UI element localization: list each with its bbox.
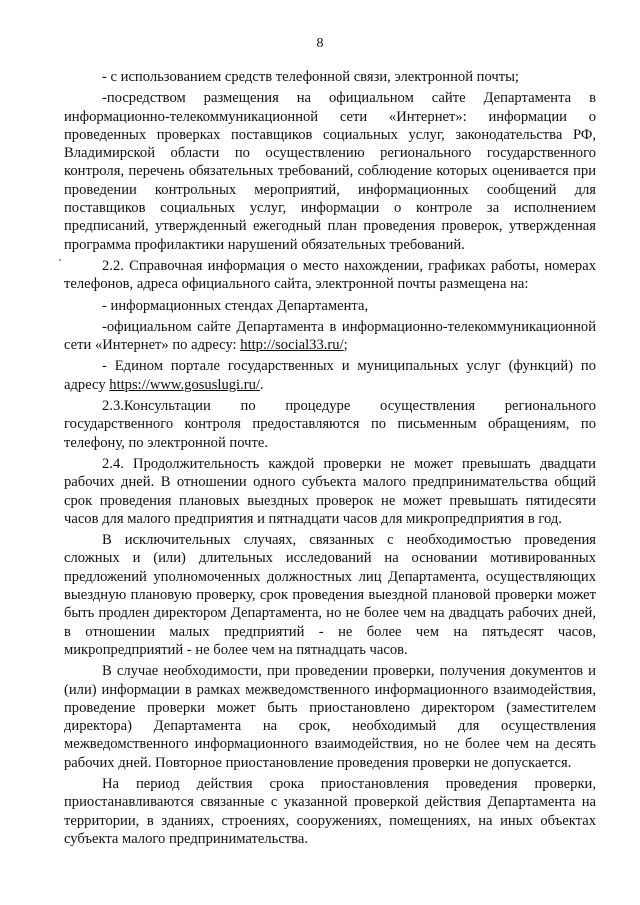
- scan-artifact: [59, 259, 61, 261]
- paragraph-website-publication: -посредством размещения на официальном сайте Департамента в информационно-телекоммуникационной сети «Интернет»: информации о проведенных проверках поставщиков социальных услуг, законодательства РФ, Владимирской области по осуществлению регионального государственного контроля, перечень обязательных требований, соблюдение которых оценивается при проведении контрольных мероприятий, информационных сообщений для поставщиков социальных услуг, информации о контроле за исполнением предписаний, утвержденный ежегодный план проведения проверок, утвержденная программа профилактики нарушений обязательных требований.: [64, 90, 596, 253]
- paragraph-official-site: [64, 318, 596, 355]
- paragraph-2-4: 2.4. Продолжительность каждой проверки не может превышать двадцати рабочих дней. В отношении одного субъекта малого предпринимательства общий срок проведения плановых выездных проверок не может превышать пятидесяти часов для малого предприятия и пятнадцати часов для микропредприятия в год.: [64, 455, 596, 527]
- paragraph-2-3: 2.3.Консультации по процедуре осуществления регионального государственного контроля предоставляются по письменным обращениям, по телефону, по электронной почте.: [64, 398, 596, 451]
- paragraph-phone-email: - с использованием средств телефонной связи, электронной почты;: [102, 69, 519, 85]
- paragraph-suspension-period: На период действия срока приостановления проведения проверки, приостанавливаются связанные с указанной проверкой действия Департамента на территории, в зданиях, строениях, сооружениях, помещениях, на иных объектах субъекта малого предпринимательства.: [64, 775, 596, 847]
- paragraph-2-2: 2.2. Справочная информация о место нахождении, графиках работы, номерах телефонов, адреса официального сайта, электронной почты размещена на:: [64, 257, 596, 293]
- paragraph-gosuslugi: [64, 357, 596, 394]
- social33-link[interactable]: http://social33.ru/: [240, 337, 344, 354]
- gosuslugi-link[interactable]: https://www.gosuslugi.ru/: [109, 376, 260, 393]
- document-body: [64, 68, 596, 851]
- official-site-text: -официальном сайте Департамента в информационно-телекоммуникационной сети «Интернет» по адресу:: [64, 318, 596, 354]
- page-number: 8: [316, 36, 324, 51]
- paragraph-info-stands: - информационных стендах Департамента,: [102, 297, 369, 314]
- gosuslugi-text: - Едином портале государственных и муниципальных услуг (функций) по адресу: [64, 358, 596, 393]
- official-site-tail: ;: [343, 337, 348, 354]
- paragraph-suspension: В случае необходимости, при проведении проверки, получения документов и (или) информации в рамках межведомственного информационного взаимодействия, проведение проверки может быть приостановлено директором (заместителем директора) Департамента на срок, необходимый для осуществления межведомственного информационного взаимодействия, но не более чем на десять рабочих дней. Повторное приостановление проведения проверки не допускается.: [64, 663, 596, 771]
- gosuslugi-tail: .: [259, 376, 264, 393]
- paragraph-exceptional-cases: В исключительных случаях, связанных с необходимостью проведения сложных и (или) длительных исследований на основании мотивированных предложений уполномоченных должностных лиц Департамента, осуществляющих выездную плановую проверку, срок проведения выездной плановой проверки может быть продлен директором Департамента, но не более чем на двадцать рабочих дней, в отношении малых предприятий - не более чем на пятьдесят часов, микропредприятий - не более чем на пятнадцать часов.: [64, 532, 596, 658]
